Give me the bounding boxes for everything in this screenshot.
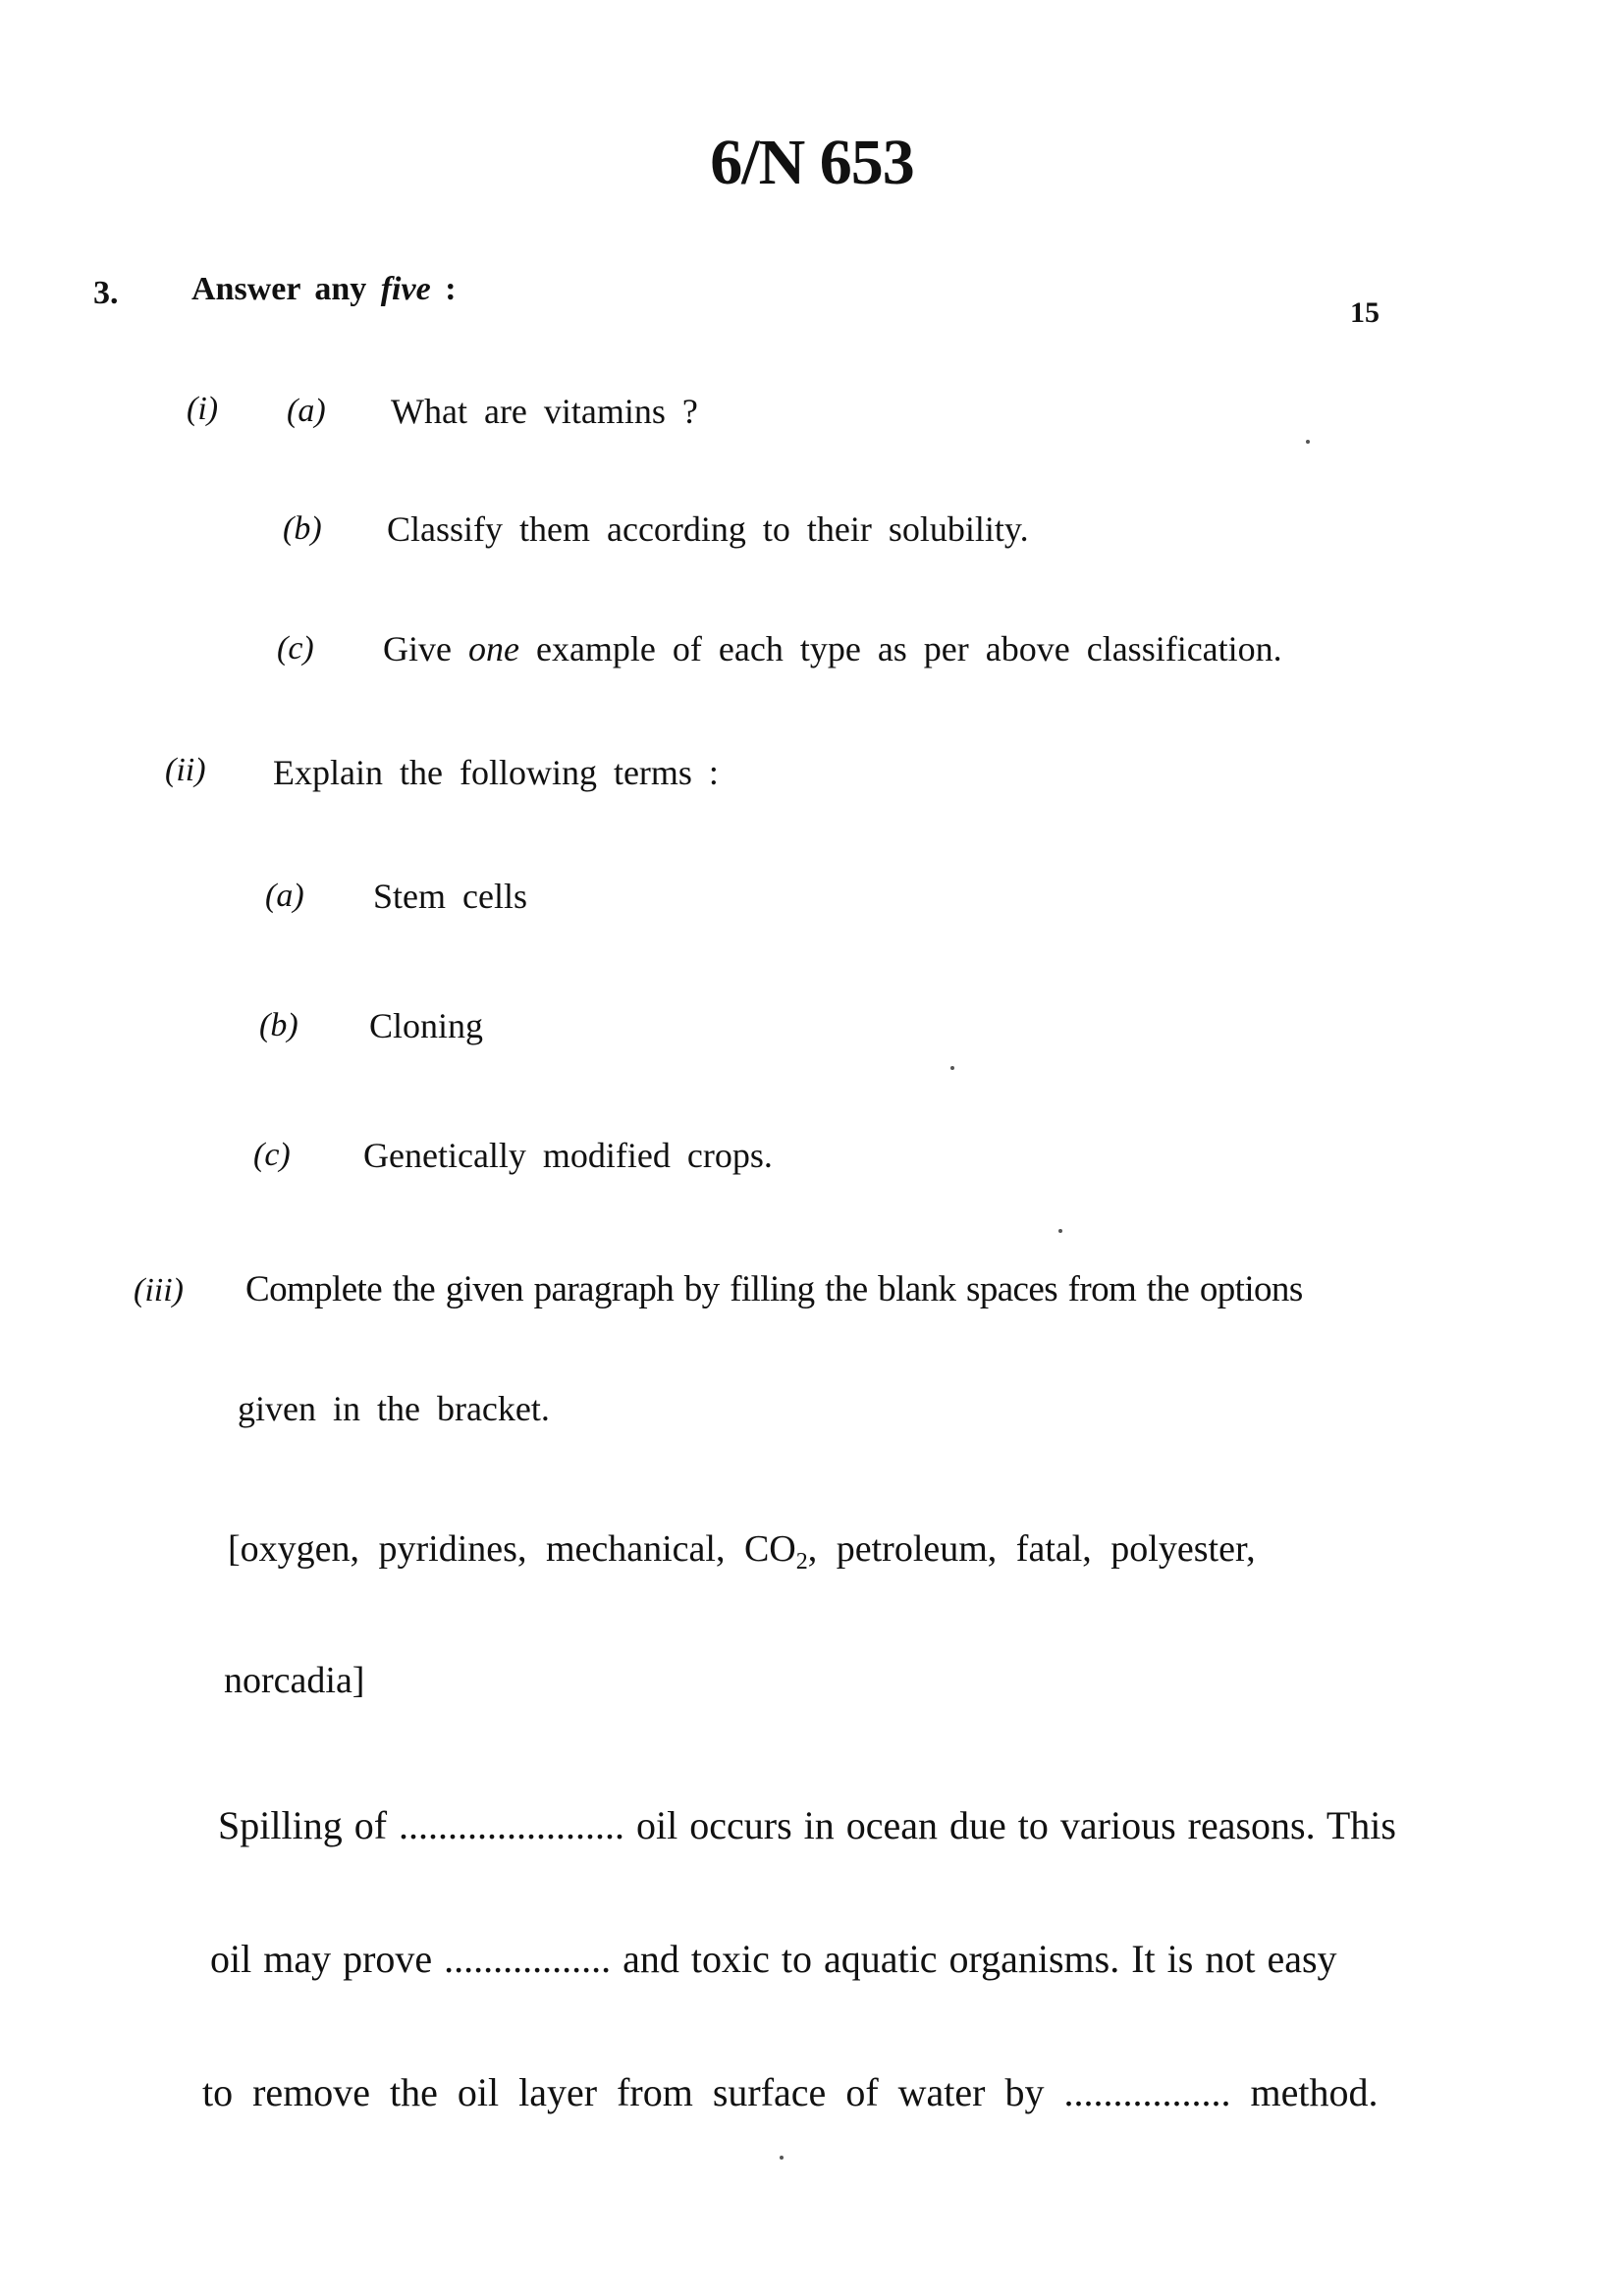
part-i-b-text: Classify them according to their solubility. <box>387 509 1029 549</box>
part-i-a-text: What are vitamins ? <box>391 392 698 431</box>
part-iii-label: (iii) <box>134 1272 184 1308</box>
scan-speck <box>1058 1229 1062 1233</box>
part-i-c-text <box>383 628 1282 669</box>
instruction-emphasis: five <box>380 271 431 307</box>
part-i-b-label: (b) <box>283 510 322 547</box>
part-ii-a-label: (a) <box>265 878 304 914</box>
part-i-c-pre: Give <box>383 629 452 668</box>
part-ii-a-text: Stem cells <box>373 877 527 916</box>
part-i-label: (i) <box>187 391 219 427</box>
options-subscript: 2 <box>795 1549 808 1575</box>
paragraph-line3: to remove the oil layer from surface of water by ................. method. <box>202 2070 1379 2114</box>
part-iii-line2: given in the bracket. <box>238 1389 550 1428</box>
part-iii-line1: Complete the given paragraph by filling the blank spaces from the options <box>245 1269 1303 1309</box>
paper-code: 6/N 653 <box>710 127 914 198</box>
options-line2: norcadia] <box>224 1660 365 1701</box>
part-ii-text: Explain the following terms : <box>273 753 719 792</box>
part-i-a-label: (a) <box>287 393 326 429</box>
marks: 15 <box>1350 296 1380 329</box>
part-i-c-post: example of each type as per above classification. <box>535 629 1282 668</box>
options-post: , petroleum, fatal, polyester, <box>807 1528 1256 1570</box>
paragraph-line1: Spilling of ....................... oil occurs in ocean due to various reasons. This <box>218 1803 1396 1847</box>
part-ii-c-text: Genetically modified crops. <box>363 1136 773 1175</box>
part-ii-c-label: (c) <box>253 1137 291 1173</box>
part-i-c-emph: one <box>467 629 519 668</box>
scan-speck <box>950 1066 954 1070</box>
instruction-prefix: Answer any <box>191 271 367 307</box>
scan-speck <box>780 2156 784 2160</box>
options-pre: [oxygen, pyridines, mechanical, CO <box>228 1528 796 1570</box>
question-number: 3. <box>93 275 119 311</box>
question-instruction <box>191 271 457 308</box>
scan-speck <box>1306 440 1310 444</box>
part-i-c-label: (c) <box>277 630 314 667</box>
instruction-suffix: : <box>445 271 457 307</box>
part-ii-b-text: Cloning <box>369 1006 484 1045</box>
paragraph-line2: oil may prove ................. and toxic to aquatic organisms. It is not easy <box>210 1937 1337 1981</box>
part-ii-label: (ii) <box>165 752 206 788</box>
options-line1 <box>228 1527 1256 1575</box>
part-ii-b-label: (b) <box>259 1007 298 1043</box>
